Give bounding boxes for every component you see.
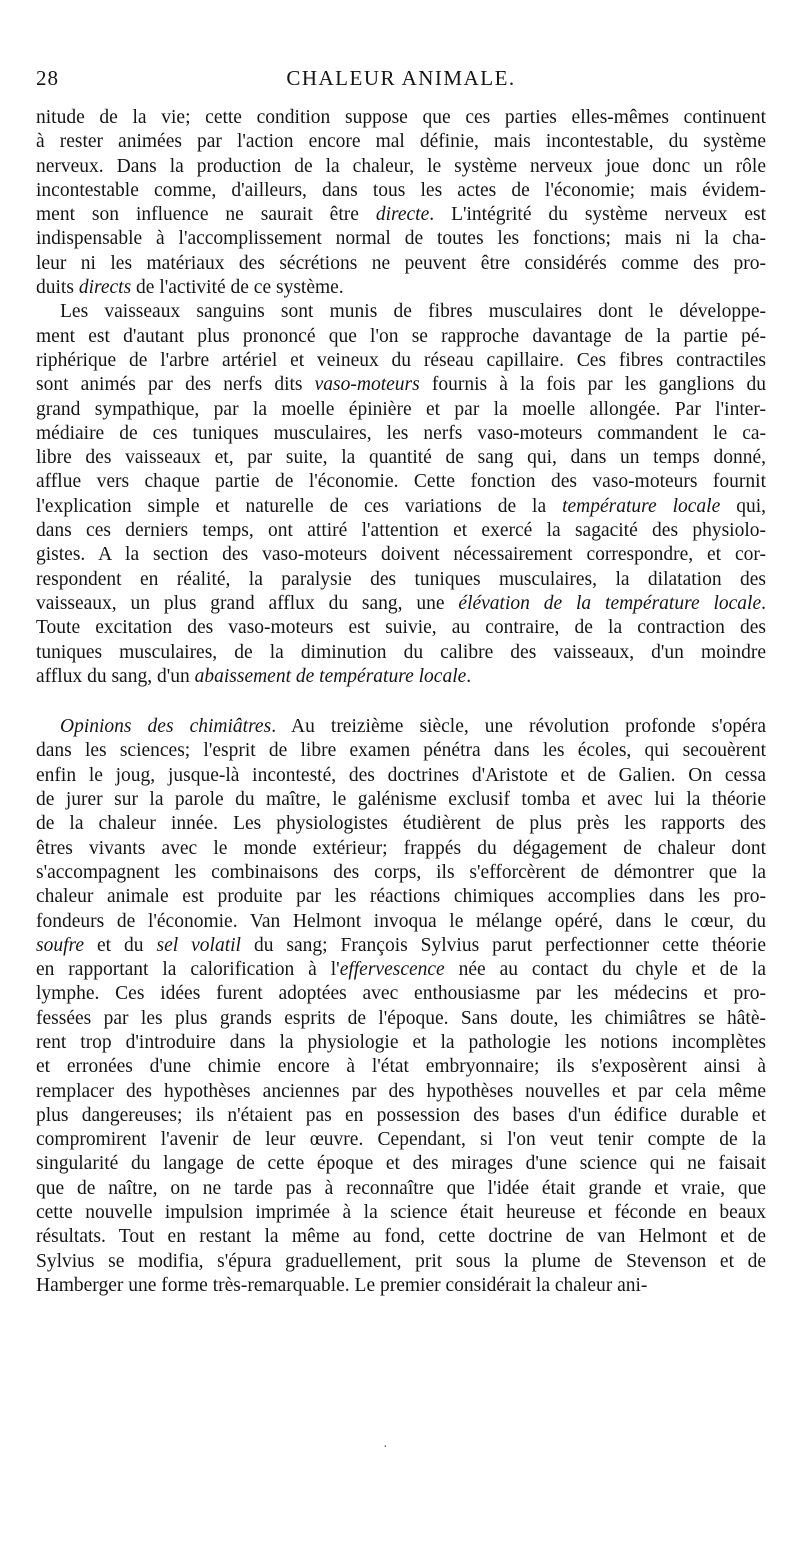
text-line: Opinions des chimiâtres. Au treizième siècle, une révolution profonde s'opéra bbox=[60, 716, 766, 738]
scan-specks bbox=[0, 1400, 800, 1550]
page-header bbox=[36, 62, 766, 96]
text-line: riphérique de l'arbre artériel et veineux du réseau capillaire. Ces fibres contractiles bbox=[36, 349, 766, 371]
text-line: respondent en réalité, la paralysie des tuniques musculaires, la dilatation des bbox=[36, 568, 766, 590]
text-line: de jurer sur la parole du maître, le galénisme exclusif tomba et avec lui la théorie bbox=[36, 789, 766, 811]
text-line: fessées par les plus grands esprits de l'époque. Sans doute, les chimiâtres se hâtè- bbox=[36, 1007, 766, 1029]
text-line: cette nouvelle impulsion imprimée à la science était heureuse et féconde en beaux bbox=[36, 1202, 766, 1224]
text-line: de la chaleur innée. Les physiologistes étudièrent de plus près les rapports des bbox=[36, 813, 766, 835]
text-line: l'explication simple et naturelle de ces variations de la température locale qui, bbox=[36, 495, 767, 517]
running-title: CHALEUR ANIMALE. bbox=[286, 66, 516, 90]
text-line: à rester animées par l'action encore mal définie, mais incontestable, du système bbox=[36, 131, 766, 153]
text-line: chaleur animale est produite par les réactions chimiques accomplies dans les pro- bbox=[36, 886, 766, 908]
text-line: leur ni les matériaux des sécrétions ne peuvent être considérés comme des pro- bbox=[36, 252, 766, 274]
text-line: incontestable comme, d'ailleurs, dans tous les actes de l'économie; mais évidem- bbox=[36, 179, 766, 201]
text-line: sont animés par des nerfs dits vaso-moteurs fournis à la fois par les ganglions du bbox=[36, 374, 766, 396]
scan-speck: · bbox=[383, 1440, 388, 1455]
text-line: Toute excitation des vaso-moteurs est suivie, au contraire, de la contraction des bbox=[36, 617, 766, 639]
text-line: en rapportant la calorification à l'effervescence née au contact du chyle et de la bbox=[36, 959, 766, 981]
body-text bbox=[36, 106, 766, 1298]
text-line: s'accompagnent les combinaisons des corps, ils s'efforcèrent de démontrer que la bbox=[36, 861, 766, 883]
text-line: ment son influence ne saurait être directe. L'intégrité du système nerveux est bbox=[36, 204, 767, 226]
text-line: rent trop d'introduire dans la physiologie et la pathologie les notions incomplètes bbox=[36, 1031, 766, 1053]
page-number: 28 bbox=[36, 66, 59, 90]
text-line: libre des vaisseaux et, par suite, la quantité de sang qui, dans un temps donné, bbox=[36, 447, 766, 469]
text-line: tuniques musculaires, de la diminution du calibre des vaisseaux, d'un moindre bbox=[36, 641, 766, 663]
text-line: soufre et du sel volatil du sang; François Sylvius parut perfectionner cette théorie bbox=[36, 934, 767, 956]
text-line: médiaire de ces tuniques musculaires, les nerfs vaso-moteurs commandent le ca- bbox=[36, 422, 766, 444]
text-line: compromirent l'avenir de leur œuvre. Cependant, si l'on veut tenir compte de la bbox=[36, 1129, 766, 1151]
text-line: duits directs de l'activité de ce système. bbox=[36, 277, 344, 299]
text-line: grand sympathique, par la moelle épinière et par la moelle allongée. Par l'inter- bbox=[36, 398, 766, 420]
text-line: Sylvius se modifia, s'épura graduellement, prit sous la plume de Stevenson et de bbox=[36, 1250, 766, 1272]
text-line: vaisseaux, un plus grand afflux du sang, une élévation de la température locale. bbox=[36, 592, 766, 614]
text-line: indispensable à l'accomplissement normal de toutes les fonctions; mais ni la cha- bbox=[36, 228, 766, 250]
text-line: fondeurs de l'économie. Van Helmont invoqua le mélange opéré, dans le cœur, du bbox=[36, 910, 766, 932]
text-line: et erronées d'une chimie encore à l'état embryonnaire; ils s'exposèrent ainsi à bbox=[36, 1056, 766, 1078]
text-line: Hamberger une forme très-remarquable. Le premier considérait la chaleur ani- bbox=[36, 1274, 648, 1296]
text-line: nitude de la vie; cette condition suppose que ces parties elles-mêmes continuent bbox=[36, 107, 766, 128]
text-line: résultats. Tout en restant la même au fond, cette doctrine de van Helmont et de bbox=[36, 1226, 766, 1248]
paragraph-vaso-moteurs bbox=[36, 300, 766, 689]
text-line: afflux du sang, d'un abaissement de température locale. bbox=[36, 665, 472, 687]
text-line: singularité du langage de cette époque et des mirages d'une science qui ne faisait bbox=[36, 1153, 766, 1175]
text-line: afflue vers chaque partie de l'économie. Cette fonction des vaso-moteurs fournit bbox=[36, 471, 766, 493]
text-line: plus dangereuses; ils n'étaient pas en possession des bases d'un édifice durable et bbox=[36, 1104, 766, 1126]
text-line: Les vaisseaux sanguins sont munis de fibres musculaires dont le développe- bbox=[60, 301, 766, 323]
text-line: nerveux. Dans la production de la chaleur, le système nerveux joue donc un rôle bbox=[36, 155, 766, 177]
text-line: dans les sciences; l'esprit de libre examen pénétra dans les écoles, qui secouèrent bbox=[36, 740, 766, 762]
paragraph-chimiatres bbox=[36, 715, 766, 1298]
text-line: remplacer des hypothèses anciennes par des hypothèses nouvelles et par cela même bbox=[36, 1080, 766, 1102]
text-line: êtres vivants avec le monde extérieur; frappés du dégagement de chaleur dont bbox=[36, 837, 766, 859]
text-line: que de naître, on ne tarde pas à reconnaître que l'idée était grande et vraie, que bbox=[36, 1177, 766, 1199]
paragraph-continued bbox=[36, 106, 766, 300]
paragraph-spacer bbox=[36, 689, 766, 715]
text-line: gistes. A la section des vaso-moteurs doivent nécessairement correspondre, et cor- bbox=[36, 544, 766, 566]
text-line: ment est d'autant plus prononcé que l'on se rapproche davantage de la partie pé- bbox=[36, 325, 766, 347]
text-line: enfin le joug, jusque-là incontesté, des doctrines d'Aristote et de Galien. On cessa bbox=[36, 764, 766, 786]
text-line: lymphe. Ces idées furent adoptées avec enthousiasme par les médecins et pro- bbox=[36, 983, 766, 1005]
text-line: dans ces derniers temps, ont attiré l'attention et exercé la sagacité des physiolo- bbox=[36, 520, 766, 542]
